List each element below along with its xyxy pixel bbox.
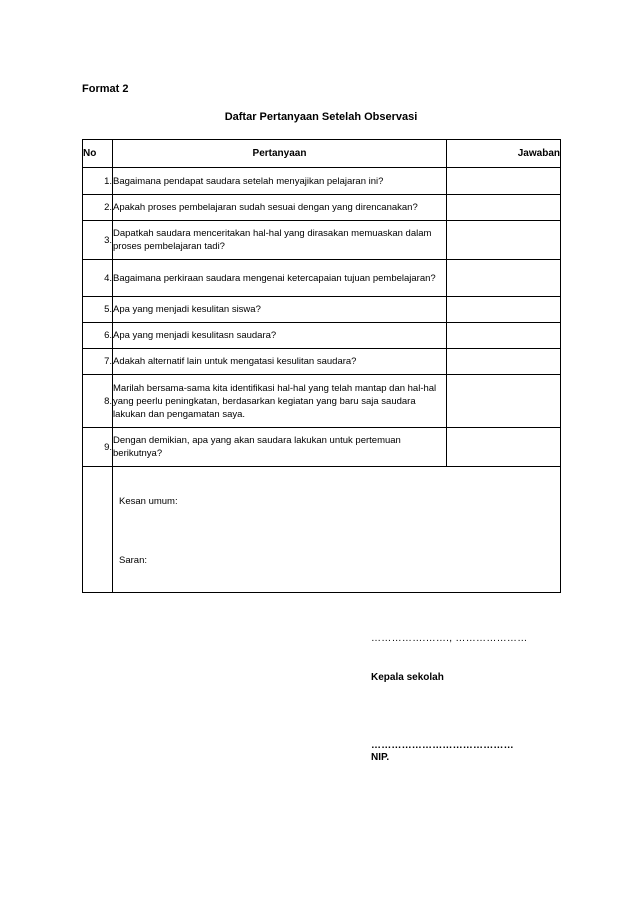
header-question: Pertanyaan bbox=[113, 140, 447, 168]
row-number: 5. bbox=[83, 297, 113, 323]
answer-cell[interactable] bbox=[447, 349, 561, 375]
row-number: 9. bbox=[83, 428, 113, 467]
answer-cell[interactable] bbox=[447, 375, 561, 428]
table-row bbox=[83, 168, 561, 195]
empty-number-cell bbox=[83, 467, 113, 593]
table-row bbox=[83, 297, 561, 323]
kesan-umum-label: Kesan umum: bbox=[119, 496, 178, 507]
row-number: 2. bbox=[83, 195, 113, 221]
question-text: Bagaimana perkiraan saudara mengenai ketercapaian tujuan pembelajaran? bbox=[113, 260, 447, 297]
signature-role: Kepala sekolah bbox=[371, 672, 444, 683]
format-label: Format 2 bbox=[82, 83, 129, 95]
answer-cell[interactable] bbox=[447, 428, 561, 467]
signature-date-line: …………….……., ………………… bbox=[371, 633, 528, 644]
table-header-row bbox=[83, 140, 561, 168]
table-row bbox=[83, 195, 561, 221]
question-text: Apakah proses pembelajaran sudah sesuai dengan yang direncanakan? bbox=[113, 195, 447, 221]
question-text: Bagaimana pendapat saudara setelah menyajikan pelajaran ini? bbox=[113, 168, 447, 195]
answer-cell[interactable] bbox=[447, 297, 561, 323]
answer-cell[interactable] bbox=[447, 168, 561, 195]
row-number: 4. bbox=[83, 260, 113, 297]
table-row bbox=[83, 323, 561, 349]
saran-label: Saran: bbox=[119, 555, 147, 566]
comments-row bbox=[83, 467, 561, 593]
signature-nip: NIP. bbox=[371, 752, 390, 763]
header-no: No bbox=[83, 140, 113, 168]
comments-cell[interactable] bbox=[113, 467, 561, 593]
row-number: 7. bbox=[83, 349, 113, 375]
row-number: 8. bbox=[83, 375, 113, 428]
question-text: Marilah bersama-sama kita identifikasi hal-hal yang telah mantap dan hal-hal yang peerlu peningkatan, berdasarkan kegiatan yang baru saja saudara lakukan dan pengamatan saya. bbox=[113, 375, 447, 428]
document-title: Daftar Pertanyaan Setelah Observasi bbox=[224, 111, 418, 123]
observation-question-table bbox=[82, 139, 561, 593]
answer-cell[interactable] bbox=[447, 195, 561, 221]
header-answer: Jawaban bbox=[447, 140, 561, 168]
table-row bbox=[83, 375, 561, 428]
table-row bbox=[83, 349, 561, 375]
question-text: Dengan demikian, apa yang akan saudara lakukan untuk pertemuan berikutnya? bbox=[113, 428, 447, 467]
row-number: 3. bbox=[83, 221, 113, 260]
answer-cell[interactable] bbox=[447, 323, 561, 349]
question-text: Apa yang menjadi kesulitan siswa? bbox=[113, 297, 447, 323]
table-row bbox=[83, 221, 561, 260]
row-number: 6. bbox=[83, 323, 113, 349]
table-row bbox=[83, 428, 561, 467]
question-text: Apa yang menjadi kesulitasn saudara? bbox=[113, 323, 447, 349]
answer-cell[interactable] bbox=[447, 260, 561, 297]
question-text: Dapatkah saudara menceritakan hal-hal yang dirasakan memuaskan dalam proses pembelajaran tadi? bbox=[113, 221, 447, 260]
answer-cell[interactable] bbox=[447, 221, 561, 260]
table-row bbox=[83, 260, 561, 297]
row-number: 1. bbox=[83, 168, 113, 195]
signature-name-line: …………………………………… bbox=[371, 740, 514, 751]
question-text: Adakah alternatif lain untuk mengatasi kesulitan saudara? bbox=[113, 349, 447, 375]
